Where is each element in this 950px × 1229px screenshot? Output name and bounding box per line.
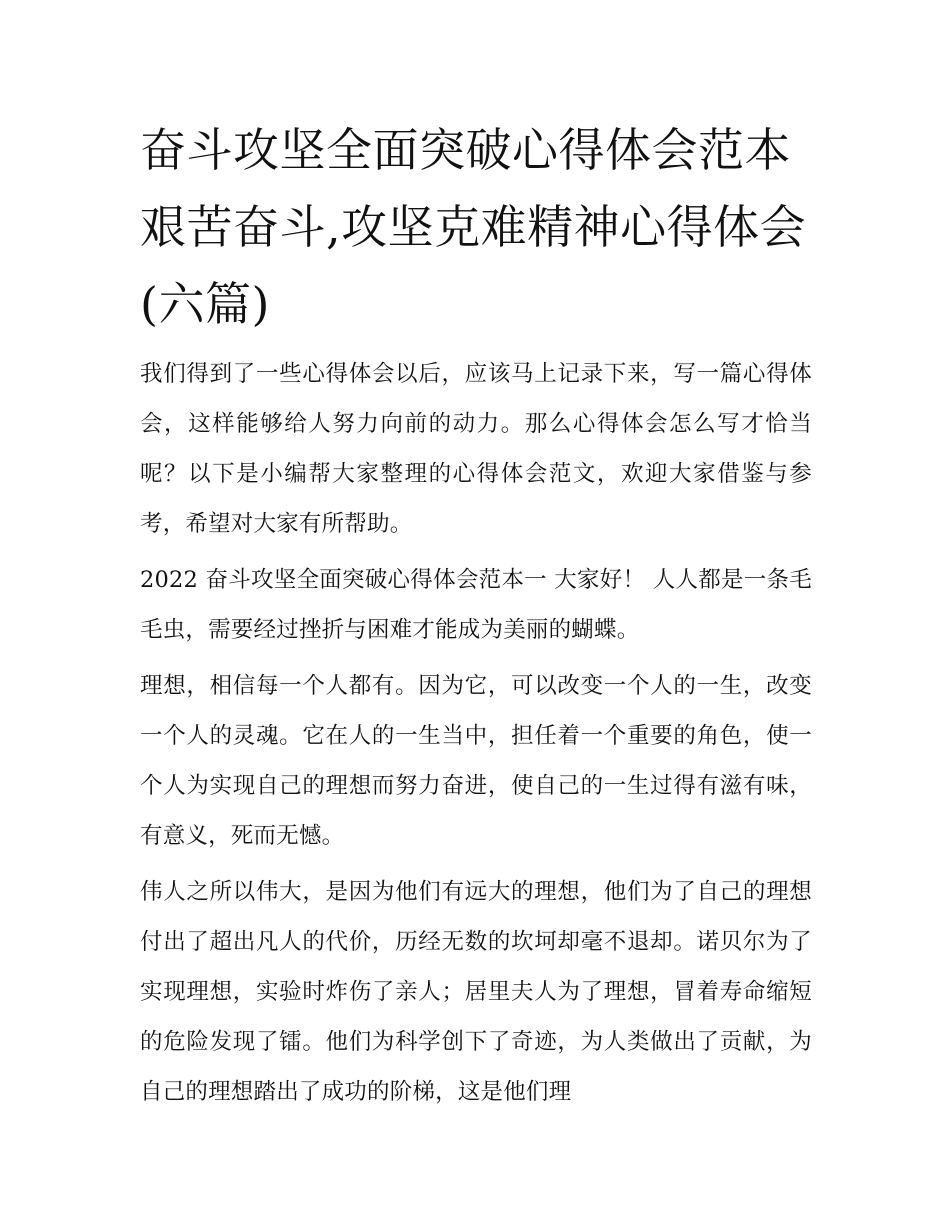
document-body: [140, 112, 812, 1123]
paragraph-opening: 2022 奋斗攻坚全面突破心得体会范本一 大家好！ 人人都是一条毛毛虫，需要经过挫折与困难才能成为美丽的蝴蝶。: [140, 567, 812, 643]
document-title: 奋斗攻坚全面突破心得体会范本 艰苦奋斗,攻坚克难精神心得体会(六篇): [140, 123, 807, 331]
paragraph-great-people: 伟人之所以伟大，是因为他们有远大的理想，他们为了自己的理想付出了超出凡人的代价，历经无数的坎坷却毫不退却。诺贝尔为了实现理想，实验时炸伤了亲人；居里夫人为了理想，冒着寿命缩短的危险发现了镭。他们为科学创下了奇迹，为人类做出了贡献，为自己的理想踏出了成功的阶梯，这是他们理: [140, 879, 812, 1105]
paragraph-intro: 我们得到了一些心得体会以后，应该马上记录下来，写一篇心得体会，这样能够给人努力向前的动力。那么心得体会怎么写才恰当呢？以下是小编帮大家整理的心得体会范文，欢迎大家借鉴与参考，希望对大家有所帮助。: [140, 361, 812, 537]
paragraph-ideals: 理想，相信每一个人都有。因为它，可以改变一个人的一生，改变一个人的灵魂。它在人的一生当中，担任着一个重要的角色，使一个人为实现自己的理想而努力奋进，使自己的一生过得有滋有味，有意义，死而无憾。: [140, 673, 812, 849]
